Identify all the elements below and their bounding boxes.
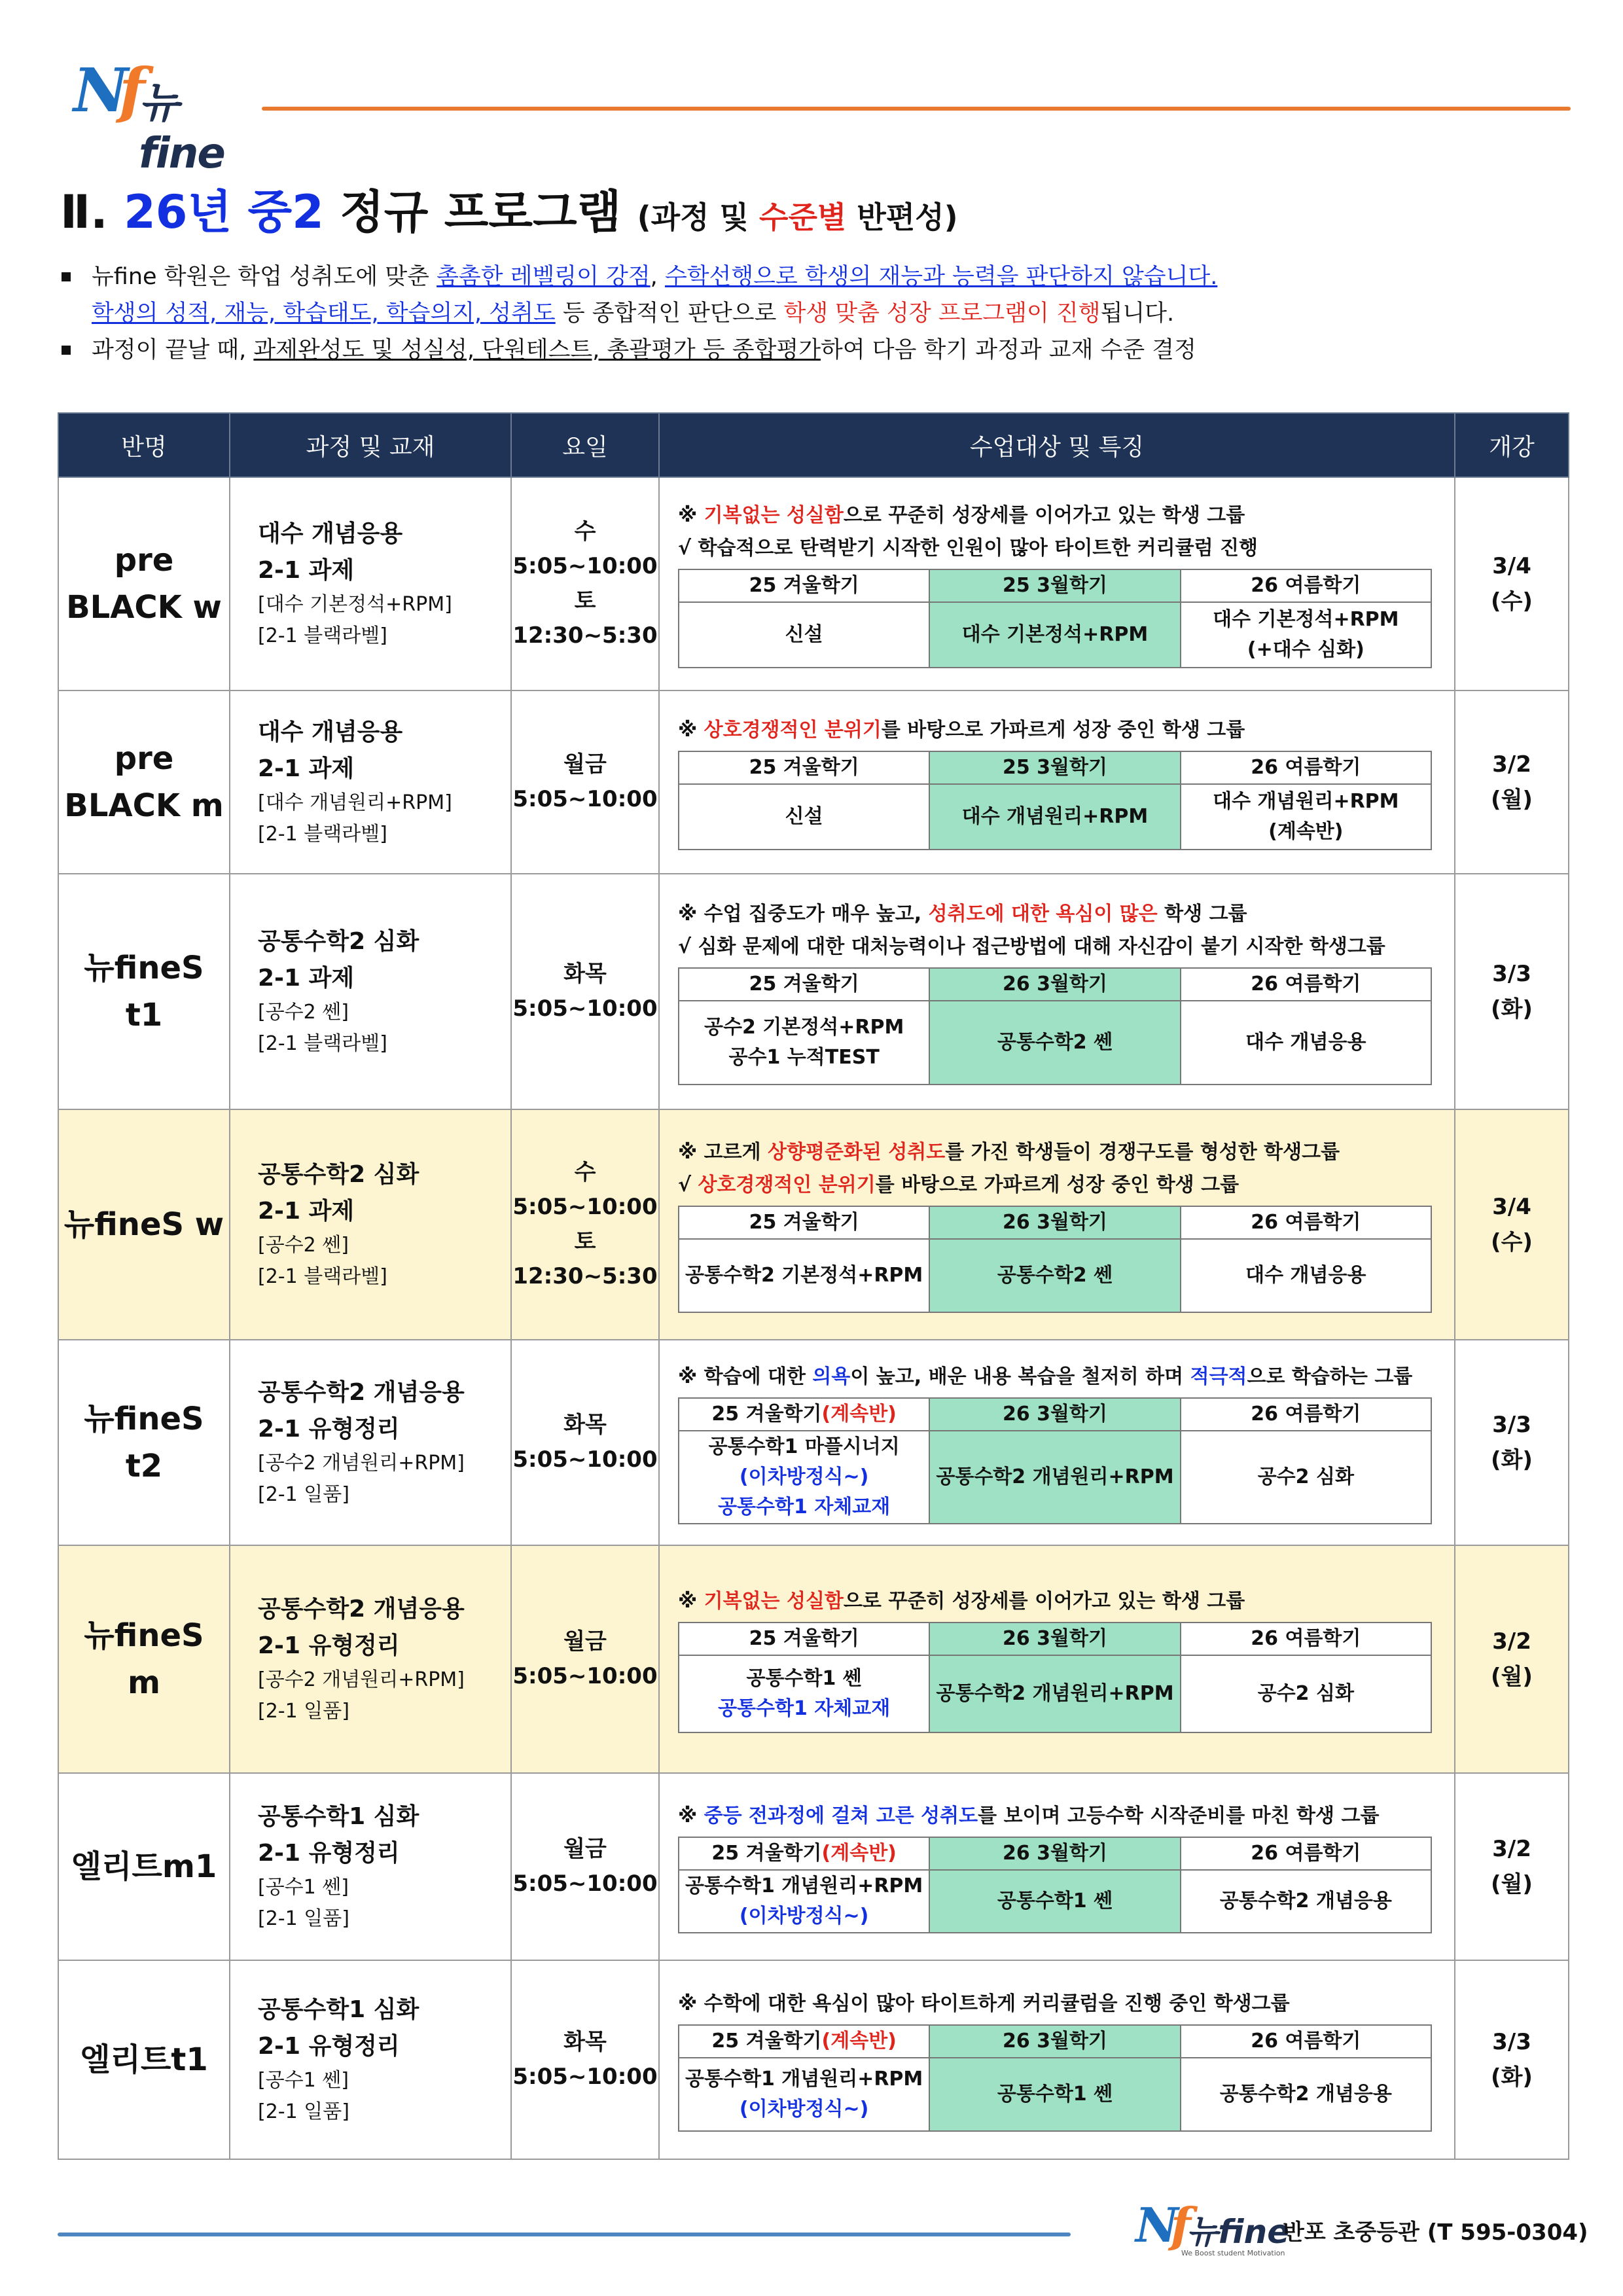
semester-table: 25 겨울학기 26 3월학기 26 여름학기 공수2 기본정석+RPM 공수1 누적TEST 공통수학2 쎈 대수 개념응용 [678,967,1432,1085]
course-cell: 공통수학2 심화 2-1 과제 [공수2 쎈] [2-1 블랙라벨] [230,1109,511,1340]
open-date: 3/2 (월) [1455,691,1569,874]
table-row [58,691,1569,874]
target-cell [659,691,1455,874]
days-cell: 월금 5:05~10:00 [511,1545,659,1773]
target-cell [659,477,1455,691]
course-cell: 공통수학2 심화 2-1 과제 [공수2 쎈] [2-1 블랙라벨] [230,874,511,1109]
title-sub: (과정 및 수준별 반편성) [637,200,958,235]
semester-table: 25 겨울학기(계속반) 26 3월학기 26 여름학기 공통수학1 개념원리+RPM (이차방정식~) 공통수학1 쎈 공통수학2 개념응용 [678,1837,1432,1933]
days-cell: 화목 5:05~10:00 [511,1340,659,1545]
note-2: 과정이 끝날 때, 과제완성도 및 성실성, 단원테스트, 총괄평가 등 종합평가하여 다음 학기 과정과 교재 수준 결정 [60,332,1217,368]
title-main: 정규 프로그램 [340,185,622,239]
table-row [58,1109,1569,1340]
days-cell: 화목 5:05~10:00 [511,1960,659,2159]
footer-logo-mark: Nf [1135,2197,1183,2253]
table-row [58,1545,1569,1773]
target-desc: ※ 학습에 대한 의욕이 높고, 배운 내용 복습을 철저히 하며 적극적으로 학습하는 그룹 [678,1365,1413,1388]
target-desc: ※ 수학에 대한 욕심이 많아 타이트하게 커리큘럼을 진행 중인 학생그룹 [678,1992,1290,2015]
semester-table: 25 겨울학기(계속반) 26 3월학기 26 여름학기 공통수학1 개념원리+RPM (이차방정식~) 공통수학1 쎈 공통수학2 개념응용 [678,2024,1432,2132]
header-course: 과정 및 교재 [230,413,511,477]
intro-notes [60,259,1217,368]
course-cell: 공통수학1 심화 2-1 유형정리 [공수1 쎈] [2-1 일품] [230,1960,511,2159]
target-desc: ※ 기복없는 성실함으로 꾸준히 성장세를 이어가고 있는 학생 그룹 [678,1590,1245,1613]
class-name: pre BLACK w [58,477,230,691]
target-desc: ※ 기복없는 성실함으로 꾸준히 성장세를 이어가고 있는 학생 그룹 [678,504,1245,527]
course-cell: 공통수학2 개념응용 2-1 유형정리 [공수2 개념원리+RPM] [2-1 일품] [230,1340,511,1545]
course-cell: 대수 개념응용 2-1 과제 [대수 개념원리+RPM] [2-1 블랙라벨] [230,691,511,874]
page-title [60,175,958,242]
target-cell [659,1773,1455,1960]
class-name: 뉴fineS t1 [58,874,230,1109]
footer-branch: 반포 초중등관 (T 595-0304) [1283,2219,1588,2246]
program-table [58,412,1569,2160]
open-date: 3/3 (화) [1455,874,1569,1109]
target-desc: √ 상호경쟁적인 분위기를 바탕으로 가파르게 성장 중인 학생 그룹 [678,1174,1240,1196]
footer-logo-tagline: We Boost student Motivation [1181,2249,1285,2257]
table-row [58,477,1569,691]
open-date: 3/3 (화) [1455,1340,1569,1545]
target-cell [659,1109,1455,1340]
target-desc: √ 학습적으로 탄력받기 시작한 인원이 많아 타이트한 커리큘럼 진행 [678,537,1258,560]
header-target: 수업대상 및 특징 [659,413,1455,477]
note-1: 뉴fine 학원은 학업 성취도에 맞춘 촘촘한 레벨링이 강점, 수학선행으로 학생의 재능과 능력을 판단하지 않습니다. [60,259,1217,295]
open-date: 3/4 (수) [1455,1109,1569,1340]
semester-table: 25 겨울학기(계속반) 26 3월학기 26 여름학기 공통수학1 마플시너지 (이차방정식~) 공통수학1 자체교재 공통수학2 개념원리+RPM 공수2 심화 [678,1397,1432,1524]
table-header-row [58,413,1569,477]
target-desc: ※ 고르게 상향평준화된 성취도를 가진 학생들이 경쟁구도를 형성한 학생그룹 [678,1141,1340,1164]
target-cell [659,1340,1455,1545]
table-row [58,874,1569,1109]
target-cell [659,1545,1455,1773]
days-cell: 화목 5:05~10:00 [511,874,659,1109]
header-class: 반명 [58,413,230,477]
header-days: 요일 [511,413,659,477]
semester-table: 25 겨울학기 26 3월학기 26 여름학기 공통수학2 기본정석+RPM 공통수학2 쎈 대수 개념응용 [678,1206,1432,1313]
semester-table: 25 겨울학기 25 3월학기 26 여름학기 신설 대수 기본정석+RPM 대수 기본정석+RPM (+대수 심화) [678,569,1432,668]
class-name: 뉴fineS m [58,1545,230,1773]
class-name: pre BLACK m [58,691,230,874]
table-row [58,1773,1569,1960]
class-name: 엘리트t1 [58,1960,230,2159]
course-cell: 대수 개념응용 2-1 과제 [대수 기본정석+RPM] [2-1 블랙라벨] [230,477,511,691]
target-desc: √ 심화 문제에 대한 대처능력이나 접근방법에 대해 자신감이 붙기 시작한 학생그룹 [678,935,1385,958]
logo-mark: Nf [73,55,136,126]
class-name: 뉴fineS w [58,1109,230,1340]
open-date: 3/4 (수) [1455,477,1569,691]
days-cell: 수 5:05~10:00 토 12:30~5:30 [511,1109,659,1340]
table-row [58,1960,1569,2159]
footer-logo-word: 뉴fine [1186,2213,1290,2251]
header-divider [262,107,1571,111]
target-desc: ※ 수업 집중도가 매우 높고, 성취도에 대한 욕심이 많은 학생 그룹 [678,903,1247,925]
open-date: 3/2 (월) [1455,1773,1569,1960]
course-cell: 공통수학2 개념응용 2-1 유형정리 [공수2 개념원리+RPM] [2-1 일품] [230,1545,511,1773]
note-1-cont: 학생의 성적, 재능, 학습태도, 학습의지, 성취도 등 종합적인 판단으로 학생 맞춤 성장 프로그램이 진행됩니다. [92,300,1175,327]
class-name: 엘리트m1 [58,1773,230,1960]
target-cell [659,1960,1455,2159]
days-cell: 월금 5:05~10:00 [511,691,659,874]
class-name: 뉴fineS t2 [58,1340,230,1545]
semester-table: 25 겨울학기 25 3월학기 26 여름학기 신설 대수 개념원리+RPM 대수 개념원리+RPM (계속반) [678,751,1432,850]
title-prefix: Ⅱ. [60,185,108,239]
open-date: 3/2 (월) [1455,1545,1569,1773]
target-cell [659,874,1455,1109]
days-cell: 월금 5:05~10:00 [511,1773,659,1960]
days-cell: 수 5:05~10:00 토 12:30~5:30 [511,477,659,691]
course-cell: 공통수학1 심화 2-1 유형정리 [공수1 쎈] [2-1 일품] [230,1773,511,1960]
open-date: 3/3 (화) [1455,1960,1569,2159]
semester-table: 25 겨울학기 26 3월학기 26 여름학기 공통수학1 쎈 공통수학1 자체교재 공통수학2 개념원리+RPM 공수2 심화 [678,1622,1432,1733]
table-row [58,1340,1569,1545]
header-open: 개강 [1455,413,1569,477]
logo-word: 뉴fine [139,79,224,178]
footer-divider [58,2233,1071,2236]
title-highlight: 26년 중2 [124,185,324,239]
target-desc: ※ 중등 전과정에 걸쳐 고른 성취도를 보이며 고등수학 시작준비를 마친 학생 그룹 [678,1804,1380,1827]
nfine-logo [73,55,263,178]
target-desc: ※ 상호경쟁적인 분위기를 바탕으로 가파르게 성장 중인 학생 그룹 [678,719,1245,742]
